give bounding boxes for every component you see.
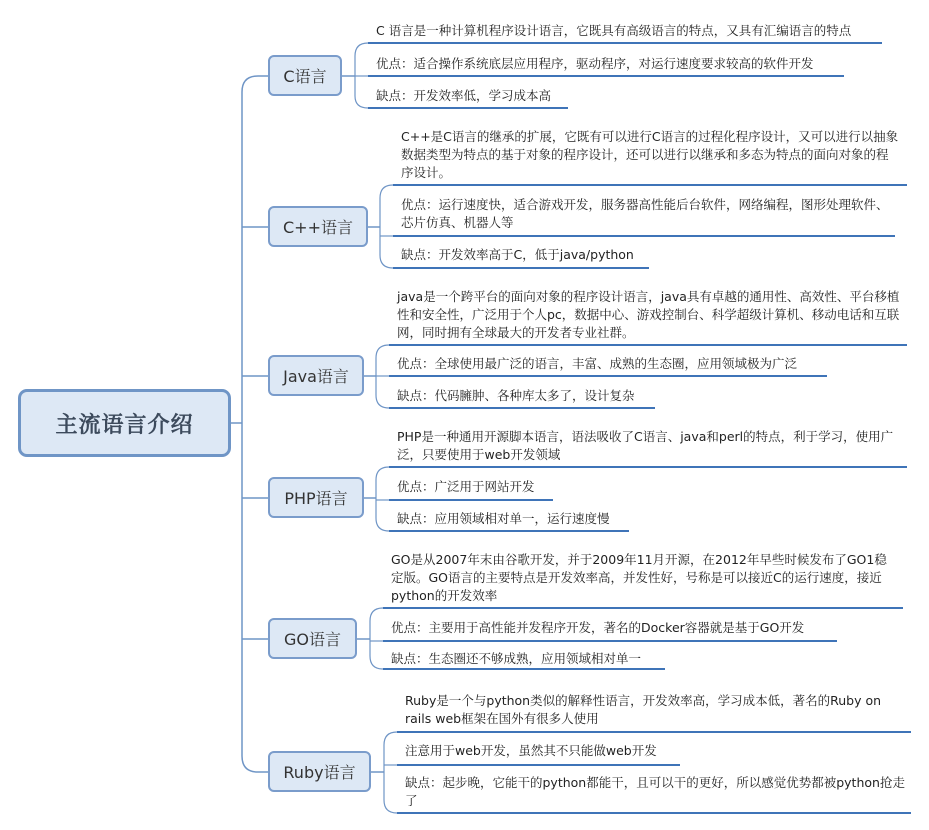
ruby-usage[interactable]: 注意用于web开发，虽然其不只能做web开发 xyxy=(405,743,657,758)
c-pros[interactable]: 优点：适合操作系统底层应用程序，驱动程序，对运行速度要求较高的软件开发 xyxy=(376,56,814,71)
cpp-cons-underline xyxy=(393,267,649,269)
cpp-description-underline xyxy=(393,184,907,186)
c-pros-underline xyxy=(368,75,844,77)
topic-go[interactable]: GO语言 xyxy=(268,618,357,659)
ruby-usage-underline xyxy=(397,764,680,766)
root-topic[interactable]: 主流语言介绍 xyxy=(18,389,231,457)
go-cons-underline xyxy=(383,668,665,670)
c-description[interactable]: C 语言是一种计算机程序设计语言，它既具有高级语言的特点，又具有汇编语言的特点 xyxy=(376,23,852,38)
go-cons[interactable]: 缺点：生态圈还不够成熟，应用领域相对单一 xyxy=(391,651,642,666)
c-description-underline xyxy=(368,42,882,44)
topic-ruby[interactable]: Ruby语言 xyxy=(268,751,371,792)
java-description[interactable]: java是一个跨平台的面向对象的程序设计语言，java具有卓越的通用性、高效性、平台移植性和安全性，广泛用于个人pc，数据中心、游戏控制台、科学超级计算机、移动电话和互联网，同时拥有全球最大的开发者专业社群。 xyxy=(397,289,900,340)
go-description-underline xyxy=(383,607,903,609)
topic-java[interactable]: Java语言 xyxy=(268,355,364,396)
java-pros[interactable]: 优点：全球使用最广泛的语言，丰富、成熟的生态圈，应用领域极为广泛 xyxy=(397,356,798,371)
go-pros[interactable]: 优点：主要用于高性能并发程序开发，著名的Docker容器就是基于GO开发 xyxy=(391,620,805,635)
go-pros-underline xyxy=(383,640,837,642)
php-pros[interactable]: 优点：广泛用于网站开发 xyxy=(397,479,535,494)
cpp-pros[interactable]: 优点：运行速度快，适合游戏开发，服务器高性能后台软件，网络编程，图形处理软件、芯片仿真、机器人等 xyxy=(401,197,889,230)
php-cons-underline xyxy=(389,530,629,532)
ruby-description[interactable]: Ruby是一个与python类似的解释性语言，开发效率高，学习成本低，著名的Ruby on rails web框架在国外有很多人使用 xyxy=(405,693,882,726)
php-cons[interactable]: 缺点：应用领域相对单一，运行速度慢 xyxy=(397,511,610,526)
php-description[interactable]: PHP是一种通用开源脚本语言，语法吸收了C语言、java和perl的特点，利于学习，使用广泛，只要使用于web开发领域 xyxy=(397,429,894,462)
c-cons[interactable]: 缺点：开发效率低，学习成本高 xyxy=(376,88,552,103)
cpp-pros-underline xyxy=(393,235,895,237)
ruby-cons-underline xyxy=(397,812,911,814)
cpp-description[interactable]: C++是C语言的继承的扩展，它既有可以进行C语言的过程化程序设计，又可以进行以抽象数据类型为特点的基于对象的程序设计，还可以进行以继承和多态为特点的面向对象的程序设计。 xyxy=(401,129,899,180)
ruby-description-underline xyxy=(397,731,911,733)
ruby-cons[interactable]: 缺点：起步晚，它能干的python都能干，且可以干的更好，所以感觉优势都被python抢走了 xyxy=(405,775,905,808)
topic-c[interactable]: C语言 xyxy=(268,55,342,96)
php-description-underline xyxy=(389,466,907,468)
java-description-underline xyxy=(389,344,907,346)
c-cons-underline xyxy=(368,107,568,109)
php-pros-underline xyxy=(389,499,553,501)
topic-cpp[interactable]: C++语言 xyxy=(268,206,368,247)
java-pros-underline xyxy=(389,375,827,377)
topic-php[interactable]: PHP语言 xyxy=(268,477,364,518)
cpp-cons[interactable]: 缺点：开发效率高于C，低于java/python xyxy=(401,247,634,262)
java-cons-underline xyxy=(389,407,655,409)
go-description[interactable]: GO是从2007年末由谷歌开发，并于2009年11月开源，在2012年早些时候发布了GO1稳定版。GO语言的主要特点是开发效率高，并发性好，号称是可以接近C的运行速度，接近python的开发效率 xyxy=(391,552,887,603)
java-cons[interactable]: 缺点：代码臃肿、各种库太多了，设计复杂 xyxy=(397,388,635,403)
